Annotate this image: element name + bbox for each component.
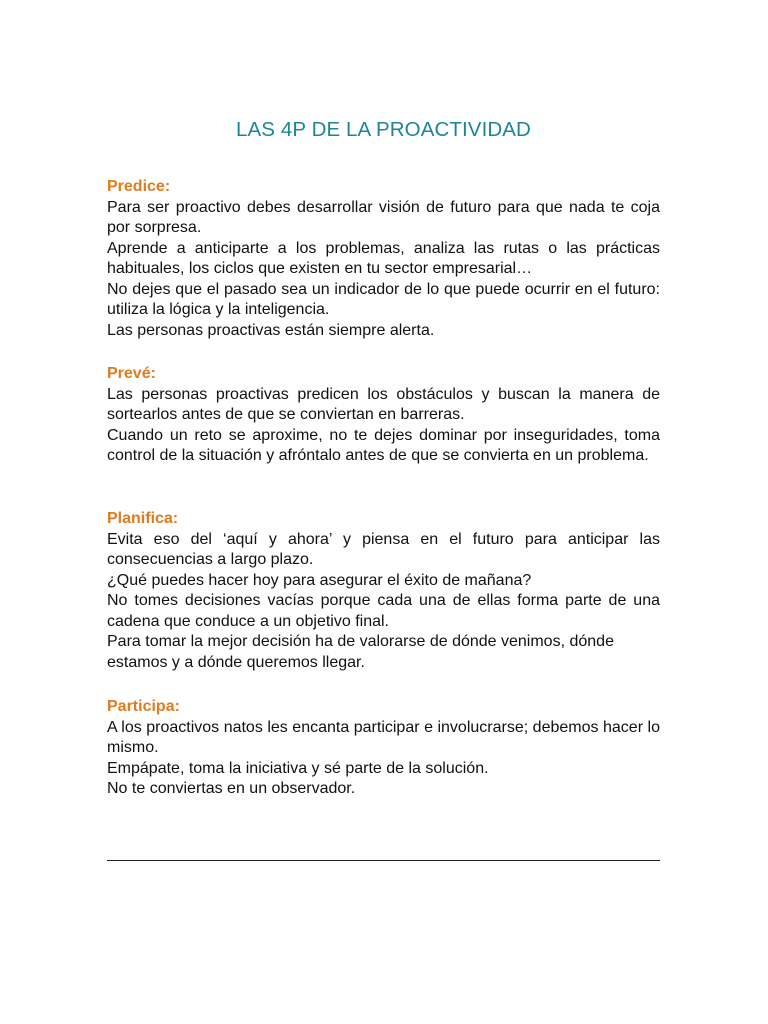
paragraph: Para tomar la mejor decisión ha de valorarse de dónde venimos, dónde estamos y a dónde queremos llegar. xyxy=(107,633,614,671)
paragraph: Para ser proactivo debes desarrollar visión de futuro para que nada te coja por sorpresa. xyxy=(107,198,660,236)
paragraph: No dejes que el pasado sea un indicador de lo que puede ocurrir en el futuro: utiliza la lógica y la inteligencia. xyxy=(107,280,660,318)
paragraph: Cuando un reto se aproxime, no te dejes dominar por inseguridades, toma control de la situación y afróntalo antes de que se convierta en un problema. xyxy=(107,426,660,464)
paragraph: Las personas proactivas están siempre alerta. xyxy=(107,321,435,339)
section-heading: Participa: xyxy=(107,698,180,715)
paragraph: Empápate, toma la iniciativa y sé parte de la solución. xyxy=(107,759,489,777)
paragraph: No te conviertas en un observador. xyxy=(107,780,356,797)
section-preve xyxy=(107,364,660,467)
footer-divider xyxy=(107,860,660,861)
section-predice xyxy=(107,177,660,341)
section-planifica xyxy=(107,509,660,673)
paragraph: Evita eso del ‘aquí y ahora’ y piensa en el futuro para anticipar las consecuencias a largo plazo. xyxy=(107,530,660,568)
section-heading: Prevé: xyxy=(107,365,156,382)
paragraph: No tomes decisiones vacías porque cada una de ellas forma parte de una cadena que conduce a un objetivo final. xyxy=(107,592,660,630)
section-participa xyxy=(107,697,660,800)
section-heading: Planifica: xyxy=(107,510,179,527)
page-title: LAS 4P DE LA PROACTIVIDAD xyxy=(236,118,531,141)
paragraph: Aprende a anticiparte a los problemas, analiza las rutas o las prácticas habituales, los ciclos que existen en tu sector empresarial… xyxy=(107,239,660,277)
paragraph: Las personas proactivas predicen los obstáculos y buscan la manera de sortearlos antes de que se conviertan en barreras. xyxy=(107,385,660,423)
paragraph: ¿Qué puedes hacer hoy para asegurar el éxito de mañana? xyxy=(107,571,532,589)
section-heading: Predice: xyxy=(107,178,171,195)
paragraph: A los proactivos natos les encanta participar e involucrarse; debemos hacer lo mismo. xyxy=(107,718,660,756)
